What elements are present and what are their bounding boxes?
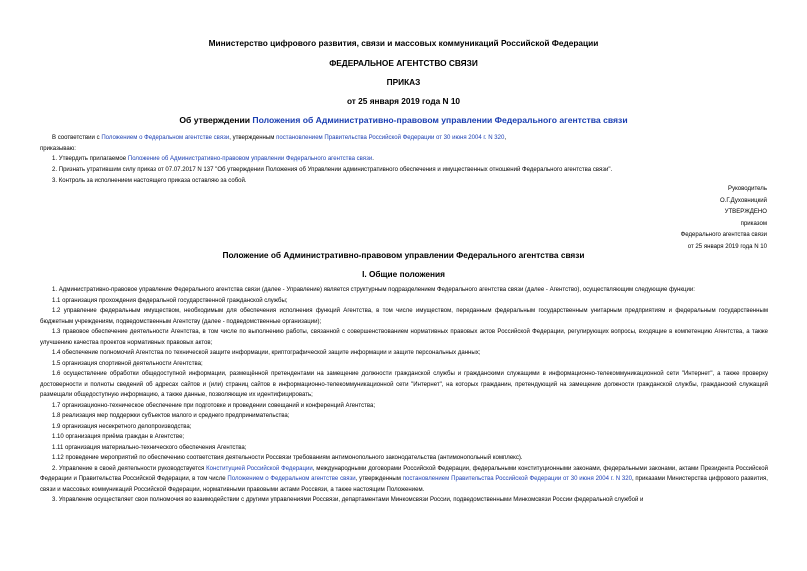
signature-block [681, 184, 767, 254]
clause-1-12: 1.12 проведение мероприятий по обеспечению соответствия деятельности Россвязи требованиям антимонопольного законодательства (антимонопольный комплекс). [52, 455, 523, 461]
clause-1-3: 1.3 правовое обеспечение деятельности Агентства, в том числе по выполнению работы, связанной с совершенствованием нормативных правовых актов Российской Федерации, регулирующих вопросы, входящие в компетенцию Агентства, а также улучшению качества проектов нормативных правовых актов; [40, 329, 768, 346]
agency-heading: ФЕДЕРАЛЬНОЕ АГЕНТСТВО СВЯЗИ [329, 58, 478, 68]
order-date: от 25 января 2019 года N 10 [346, 96, 461, 106]
intro-text-b: , утвержденным [229, 135, 277, 141]
item1-regulation-link[interactable]: Положение об Административно-правовом управлении Федерального агентства связи [127, 156, 373, 162]
clause-2-agency-regulation-link[interactable]: Положением о Федеральном агентстве связи [227, 476, 356, 482]
clause-1-9: 1.9 организация несекретного делопроизводства; [52, 423, 192, 430]
regulation-body [40, 285, 768, 506]
signature-name: О.Г.Духовницкий [720, 197, 767, 204]
clause-2-text-a: 2. Управление в своей деятельности руководствуется [52, 465, 207, 472]
clause-2-government-resolution-link[interactable]: постановлением Правительства Российской Федерации от 30 июня 2004 г. N 320 [402, 476, 632, 482]
order-item-1 [52, 155, 374, 163]
clause-1-2: 1.2 управление федеральным имуществом, необходимым для обеспечения исполнения функций Агентства, в том числе имуществом, переданным федеральным государственным унитарным предприятиям и федеральным государственным бюджетным учреждениям, подведомственным Агентству (далее - подведомственные организации); [40, 308, 768, 325]
intro-text-c: , [504, 135, 507, 141]
doc-type-heading: ПРИКАЗ [386, 77, 421, 87]
regulation-link[interactable]: Положения об Административно-правовом управлении Федерального агентства связи [252, 115, 628, 125]
signature-role: Руководитель [728, 186, 767, 192]
approval-by-order: приказом [740, 220, 767, 227]
clause-1-5: 1.5 организация спортивной деятельности Агентства; [52, 360, 203, 367]
item1-text-b: . [372, 156, 374, 162]
intro-text-a: В соответствии с [52, 135, 102, 141]
intro-paragraph [52, 134, 506, 142]
approval-date: от 25 января 2019 года N 10 [687, 243, 767, 250]
clause-1-4: 1.4 обеспечение полномочий Агентства по технической защите информации, криптографической защите информации и защите персональных данных; [52, 350, 481, 356]
ministry-heading: Министерство цифрового развития, связи и массовых коммуникаций Российской Федерации [208, 38, 599, 48]
order-title-prefix: Об утверждении [179, 115, 253, 125]
clause-3: 3. Управление осуществляет свои полномочия во взаимодействии с другими управлениями Россвязи, департаментами Минкомсвязи России, подведомственными Минкомсвязи России федеральной службой и [52, 497, 644, 503]
constitution-link[interactable]: Конституцией Российской Федерации [206, 465, 313, 472]
clause-2-text-c: , утвержденным [355, 476, 403, 482]
clause-2-text-b: , международными договорами Российской Федерации, федеральными конституционными законами, федеральными законами, актами Президента Российской Федерации и Правительства Российской Федерации, в том числе [40, 465, 769, 482]
government-resolution-link[interactable]: постановлением Правительства Российской Федерации от 30 июня 2004 г. N 320 [276, 135, 505, 141]
clause-1: 1. Административно-правовое управление Федерального агентства связи (далее - Управление) является структурным подразделением Федерального агентства связи (далее - Агентство), осуществляющим следующие функции: [52, 287, 695, 293]
order-item-2: 2. Признать утратившим силу приказ от 07.07.2017 N 137 "Об утверждении Положения об Управлении административного обеспечения и имущественных отношений Федерального агентства связи". [52, 167, 613, 173]
agency-regulation-link[interactable]: Положением о Федеральном агентстве связи [101, 135, 230, 141]
clause-1-10: 1.10 организация приёма граждан в Агентстве; [52, 434, 185, 440]
clause-1-7: 1.7 организационно-техническое обеспечение при подготовке и проведении совещаний и конференций Агентства; [52, 402, 376, 409]
item1-text-a: 1. Утвердить прилагаемое [52, 156, 128, 162]
order-title [0, 115, 807, 125]
clause-2-text-d: , приказами Министерства цифрового развития, связи и массовых коммуникаций Российской Федерации, нормативными правовыми актами Россвязи, а также настоящим Положением. [40, 476, 768, 493]
order-item-3: 3. Контроль за исполнением настоящего приказа оставляю за собой. [52, 178, 247, 184]
approval-agency: Федерального агентства связи [680, 232, 767, 239]
clause-1-11: 1.11 организация материально-технического обеспечения Агентства; [52, 444, 247, 451]
clause-1-8: 1.8 реализация мер поддержки субъектов малого и среднего предпринимательства; [52, 413, 290, 419]
clause-2 [40, 464, 768, 496]
clause-1-6: 1.6 осуществление обработки общедоступной информации, размещённой претендентами на замещение должности гражданской службы и гражданскими служащими в информационно-телекоммуникационной сети "Интернет", а также проверку достоверности и полноты сведений об адресах сайтов и (или) страниц сайтов в информационно-телекоммуникационной сети "Интернет", на которых гражданин, претендующий на замещение должности гражданской службы, гражданский служащий размещали общедоступную информацию, а также данные, позволяющие их идентифицировать; [40, 371, 768, 398]
clause-1-1: 1.1 организация прохождения федеральной государственной гражданской службы; [52, 297, 288, 304]
section-heading: I. Общие положения [362, 269, 445, 279]
approval-stamp: УТВЕРЖДЕНО [724, 209, 767, 216]
intro-order-word: приказываю: [40, 146, 76, 152]
regulation-title: Положение об Административно-правовом управлении Федерального агентства связи [222, 250, 585, 260]
